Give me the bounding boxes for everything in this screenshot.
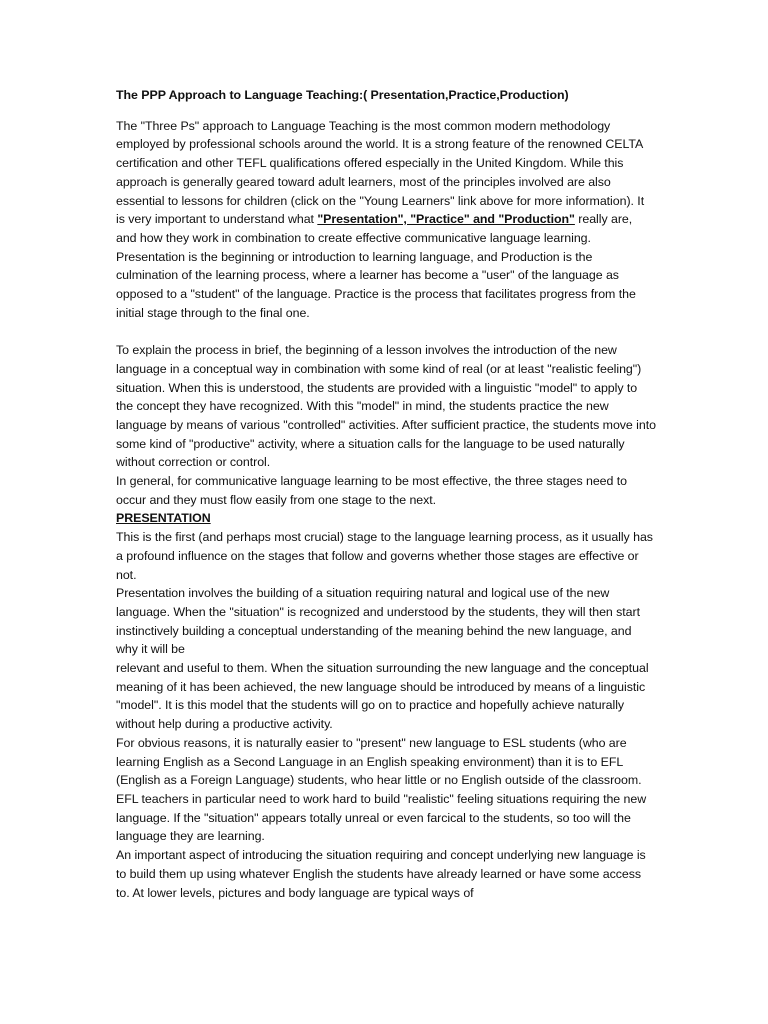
section-heading-presentation: PRESENTATION xyxy=(116,511,211,526)
intro-text-start: The "Three Ps" approach to Language Teaching is the most common modern methodology employed by professional schools around the world. It is a strong feature of the renowned CELTA certification and other TEFL qualifications offered especially in the United Kingdom. While this approach is generally geared toward adult learners, most of the principles involved are also essential to lessons for children (click on the "Young Learners" link above for more information). It is very important to understand what xyxy=(116,118,645,227)
paragraph-situation-building: Presentation involves the building of a situation requiring natural and logical use of the new language. When the "situation" is recognized and understood by the students, they will then start instinctively building a conceptual understanding of the meaning behind the new language, and why it will be xyxy=(116,586,640,657)
paragraph-presentation-overview: Presentation is the beginning or introduction to learning language, and Production is the culmination of the learning process, where a learner has become a "user" of the language as opposed to a "student" of the language. Practice is the process that facilitates progress from the initial stage through to the final one. xyxy=(116,249,636,320)
paragraph-general: In general, for communicative language learning to be most effective, the three stages need to occur and they must flow easily from one stage to the next. xyxy=(116,474,627,507)
paragraph-building-concept: An important aspect of introducing the situation requiring and concept underlying new language is to build them up using whatever English the students have already learned or have some access to. At lower levels, pictures and body language are typical ways of xyxy=(116,848,646,900)
paragraph-esl-efl: For obvious reasons, it is naturally easier to "present" new language to ESL students (who are learning English as a Second Language in an English speaking environment) than it is to EFL (English as a Foreign Language) students, who hear little or no English outside of the classroom. EFL teachers in particular need to work hard to build "realistic" feeling situations requiring the new language. If the "situation" appears totally unreal or even farcical to the students, so too will the language they are learning. xyxy=(116,735,647,844)
paragraph-first-stage: This is the first (and perhaps most crucial) stage to the language learning process, as it usually has a profound influence on the stages that follow and governs whether those stages are effective or not. xyxy=(116,530,653,582)
ppp-emphasis: "Presentation", "Practice" and "Production" xyxy=(317,212,575,227)
blank-line xyxy=(116,322,656,341)
intro-paragraph xyxy=(116,117,656,248)
paragraph-process-brief: To explain the process in brief, the beginning of a lesson involves the introduction of the new language in a conceptual way in combination with some kind of real (or at least "realistic feeling") situation. When this is understood, the students are provided with a linguistic "model" to apply to the concept they have recognized. With this "model" in mind, the students practice the new language by means of various "controlled" activities. After sufficient practice, the students move into some kind of "productive" activity, where a situation calls for the language to be used naturally without correction or control. xyxy=(116,343,656,470)
paragraph-linguistic-model: relevant and useful to them. When the situation surrounding the new language and the conceptual meaning of it has been achieved, the new language should be introduced by means of a linguistic "model". It is this model that the students will go on to practice and hopefully achieve naturally without help during a productive activity. xyxy=(116,661,649,732)
document-body xyxy=(116,86,656,902)
intro-text-end: really are, and how they work in combination to create effective communicative language learning. xyxy=(116,212,633,245)
document-title: The PPP Approach to Language Teaching:( Presentation,Practice,Production) xyxy=(116,88,569,102)
